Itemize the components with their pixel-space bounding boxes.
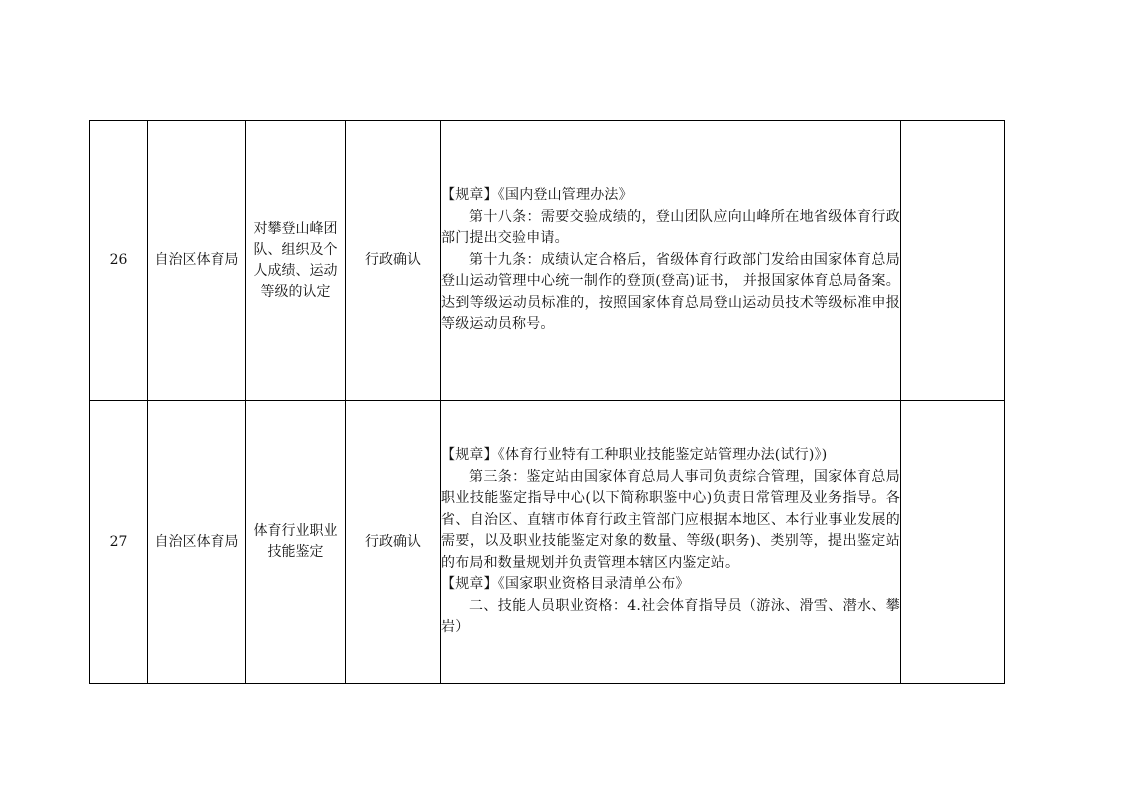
basis-paragraph: 【规章】《国家职业资格目录清单公布》 [441, 576, 690, 593]
organization-cell [148, 401, 246, 684]
item-type-cell [346, 401, 441, 684]
row-number: 27 [109, 533, 128, 550]
item-type: 行政确认 [365, 252, 421, 268]
item-name: 体育行业职业技能鉴定 [253, 523, 338, 560]
basis-paragraph: 第十八条：需要交验成绩的，登山团队应向山峰所在地省级体育行政部门提出交验申请。 [441, 208, 900, 247]
document-table [89, 120, 1005, 684]
legal-basis-cell [441, 401, 901, 684]
row-number-cell [90, 121, 148, 401]
organization-name: 自治区体育局 [154, 252, 239, 268]
legal-basis-text [441, 185, 900, 336]
organization-cell [148, 121, 246, 401]
item-name: 对攀登山峰团队、组织及个人成绩、运动等级的认定 [253, 220, 338, 300]
legal-basis-cell [441, 121, 901, 401]
note-cell [901, 401, 1005, 684]
row-number: 26 [109, 252, 128, 268]
table-row [90, 401, 1005, 684]
basis-paragraph: 第三条：鉴定站由国家体育总局人事司负责综合管理，国家体育总局职业技能鉴定指导中心(以下简称职鉴中心)负责日常管理及业务指导。各省、自治区、直辖市体育行政主管部门应根据本地区、本行业事业发展的需要，以及职业技能鉴定对象的数量、等级(职务)、类别等，提出鉴定站的布局和数量规划并负责管理本辖区内鉴定站。 [441, 468, 900, 571]
basis-paragraph: 【规章】《国内登山管理办法》 [441, 187, 633, 204]
item-type-cell [346, 121, 441, 401]
organization-name: 自治区体育局 [154, 533, 239, 550]
item-name-cell [246, 401, 346, 684]
note-cell [901, 121, 1005, 401]
basis-paragraph: 第十九条：成绩认定合格后，省级体育行政部门发给由国家体育总局登山运动管理中心统一制作的登顶(登高)证书， 并报国家体育总局备案。达到等级运动员标准的，按照国家体育总局登山运动员技术等级标准申报等级运动员称号。 [441, 251, 900, 333]
basis-paragraph: 二、技能人员职业资格：4.社会体育指导员（游泳、滑雪、潜水、攀岩） [441, 597, 900, 636]
row-number-cell [90, 401, 148, 684]
table-row [90, 121, 1005, 401]
legal-basis-text [441, 445, 900, 639]
basis-paragraph: 【规章】《体育行业特有工种职业技能鉴定站管理办法(试行)》) [441, 447, 828, 464]
item-type: 行政确认 [365, 533, 421, 550]
item-name-cell [246, 121, 346, 401]
